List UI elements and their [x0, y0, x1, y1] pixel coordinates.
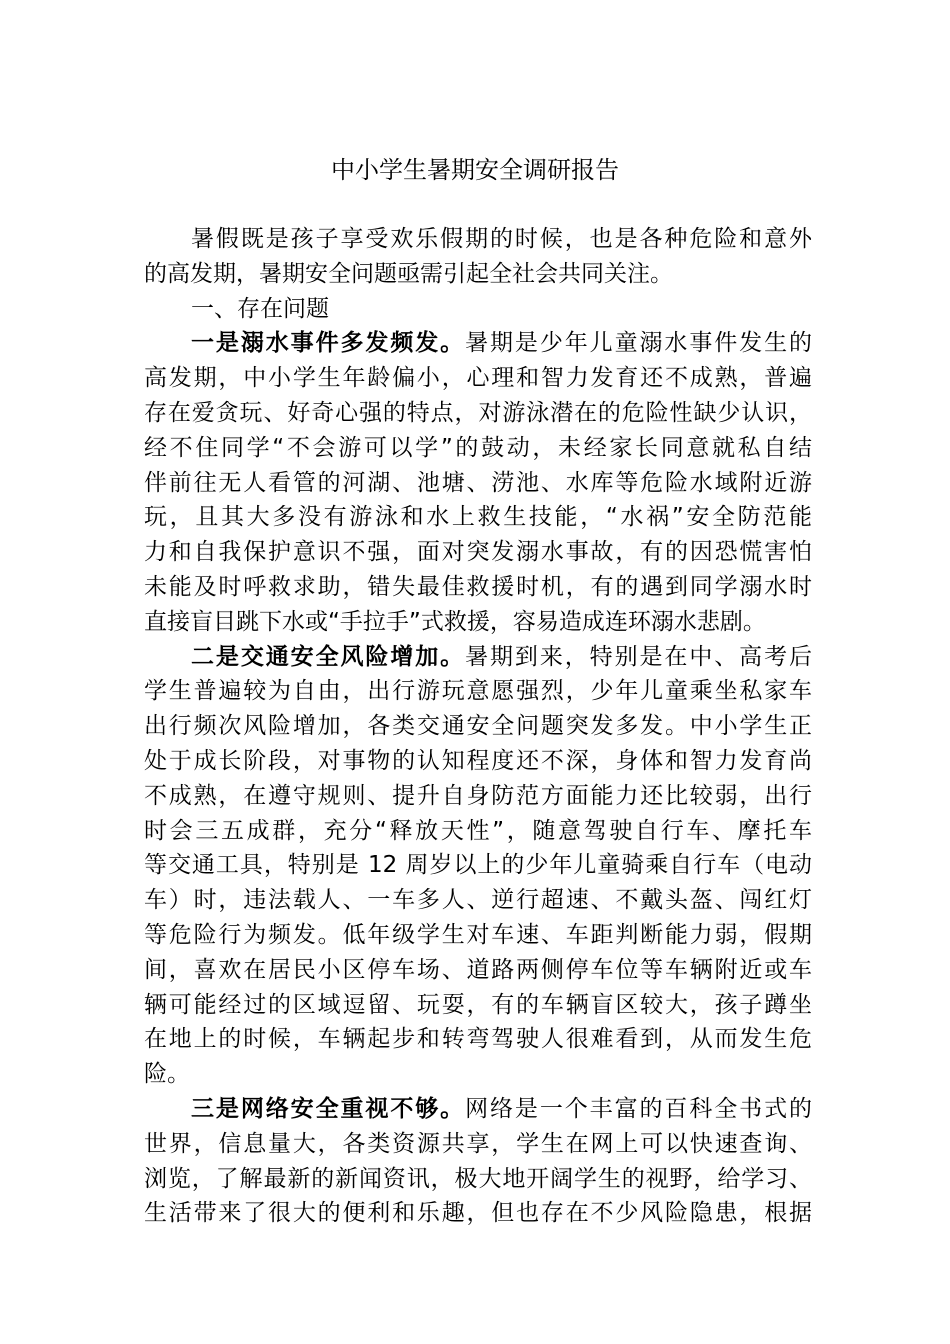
line-text: 浏览，了解最新的新闻资讯，极大地开阔学生的视野，给学习、: [144, 1165, 812, 1192]
line-text: 经不住同学“不会游可以学”的鼓动，未经家长同意就私自结: [144, 434, 812, 461]
section-lead-heading: 一是溺水事件多发频发。: [191, 330, 466, 357]
text-line: [144, 361, 812, 396]
line-text: 等交通工具，特别是 12 周岁以上的少年儿童骑乘自行车（电动: [144, 852, 812, 879]
text-line: [144, 431, 812, 466]
line-text: 玩，且其大多没有游泳和水上救生技能，“水祸”安全防范能: [144, 504, 812, 531]
line-text: 暑期到来，特别是在中、高考后: [465, 643, 813, 670]
text-line: [144, 1092, 812, 1127]
text-line: [144, 222, 812, 257]
line-text: 力和自我保护意识不强，面对突发溺水事故，有的因恐慌害怕: [144, 539, 812, 566]
line-text: 出行频次风险增加，各类交通安全问题突发多发。中小学生正: [144, 713, 812, 740]
text-line: [144, 814, 812, 849]
text-line: [144, 1162, 812, 1197]
text-line: [144, 744, 812, 779]
line-text: 世界，信息量大，各类资源共享，学生在网上可以快速查询、: [144, 1130, 812, 1157]
text-line: [144, 570, 812, 605]
text-line: [144, 396, 812, 431]
text-line: [144, 918, 812, 953]
line-text: 直接盲目跳下水或“手拉手”式救援，容易造成连环溺水悲剧。: [144, 608, 766, 635]
text-line: [144, 326, 812, 361]
text-line: [144, 500, 812, 535]
line-text: 生活带来了很大的便利和乐趣，但也存在不少风险隐患，根据: [144, 1200, 812, 1227]
text-line: [144, 848, 812, 883]
line-text: 车）时，违法载人、一车多人、逆行超速、不戴头盔、闯红灯: [144, 887, 812, 914]
line-text: 间，喜欢在居民小区停车场、道路两侧停车位等车辆附近或车: [144, 956, 812, 983]
line-text: 的高发期，暑期安全问题亟需引起全社会共同关注。: [144, 260, 673, 287]
line-text: 学生普遍较为自由，出行游玩意愿强烈，少年儿童乘坐私家车: [144, 678, 812, 705]
text-line: [144, 709, 812, 744]
text-line: [144, 1022, 812, 1057]
text-line: [144, 1196, 812, 1231]
line-text: 暑假既是孩子享受欢乐假期的时候，也是各种危险和意外: [191, 226, 812, 252]
text-line: [144, 1057, 812, 1092]
section-lead-heading: 二是交通安全风险增加。: [191, 643, 466, 670]
line-text: 险。: [144, 1061, 190, 1088]
text-line: [144, 674, 812, 709]
text-line: [144, 292, 812, 327]
text-line: [144, 988, 812, 1023]
line-text: 处于成长阶段，对事物的认知程度还不深，身体和智力发育尚: [144, 747, 812, 774]
line-text: 不成熟，在遵守规则、提升自身防范方面能力还比较弱，出行: [144, 782, 812, 809]
line-text: 未能及时呼救求助，错失最佳救援时机，有的遇到同学溺水时: [144, 573, 812, 600]
document-body: [144, 222, 812, 1231]
line-text: 存在爱贪玩、好奇心强的特点，对游泳潜在的危险性缺少认识，: [144, 399, 812, 426]
text-line: [144, 883, 812, 918]
text-line: [144, 1127, 812, 1162]
section-lead-heading: 三是网络安全重视不够。: [191, 1095, 466, 1122]
text-line: [144, 953, 812, 988]
text-line: [144, 779, 812, 814]
text-line: [144, 257, 812, 292]
line-text: 在地上的时候，车辆起步和转弯驾驶人很难看到，从而发生危: [144, 1026, 812, 1053]
line-text: 高发期，中小学生年龄偏小，心理和智力发育还不成熟，普遍: [144, 365, 812, 392]
line-text: 伴前往无人看管的河湖、池塘、涝池、水库等危险水域附近游: [144, 469, 812, 496]
text-line: [144, 605, 812, 640]
line-text: 暑期是少年儿童溺水事件发生的: [465, 330, 813, 357]
line-text: 辆可能经过的区域逗留、玩耍，有的车辆盲区较大，孩子蹲坐: [144, 991, 812, 1018]
document-title: 中小学生暑期安全调研报告: [331, 156, 619, 184]
line-text: 等危险行为频发。低年级学生对车速、车距判断能力弱，假期: [144, 921, 812, 948]
text-line: [144, 466, 812, 501]
line-text: 一、存在问题: [191, 295, 329, 322]
text-line: [144, 640, 812, 675]
line-text: 时会三五成群，充分“释放天性”，随意驾驶自行车、摩托车: [144, 817, 812, 844]
line-text: 网络是一个丰富的百科全书式的: [465, 1095, 813, 1122]
text-line: [144, 535, 812, 570]
